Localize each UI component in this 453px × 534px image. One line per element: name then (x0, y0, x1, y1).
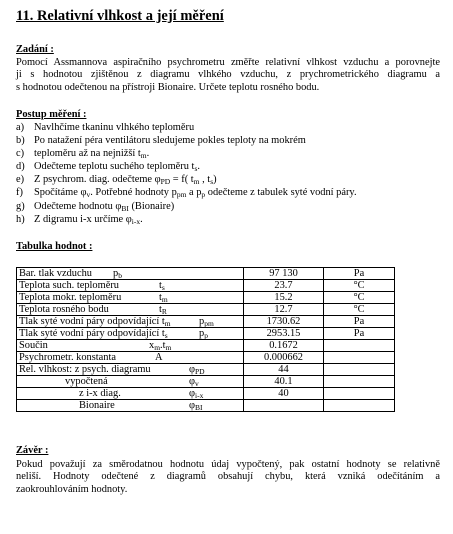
zadani-line: ji s hodnotou zjištěnou z diagramu vlhkého vzduchu, z prychrometrického diagramu a (16, 69, 440, 81)
step-text: Z digramu i-x určíme $\varphi_{i-x}$. (34, 213, 143, 226)
zaver-line: zaokrouhlováním hodnoty. (16, 483, 128, 495)
subscript: p (201, 190, 206, 200)
table-row (17, 316, 395, 328)
quantity-symbol: $t_m$ (159, 292, 168, 304)
step-text: Po natažení péra ventilátoru sledujeme pokles teploty na mokrém (34, 135, 306, 147)
unit-cell: °C (324, 304, 395, 316)
subscript: BI (121, 203, 129, 213)
subscript: pm (204, 319, 214, 328)
quantity-label: Teplota mokr. teploměru (19, 292, 122, 303)
unit-cell (324, 388, 395, 400)
zadani-text (16, 57, 440, 94)
quantity-cell (17, 400, 244, 412)
step-item (16, 122, 357, 135)
quantity-symbol: $\varphi_v$ (189, 376, 199, 388)
quantity-symbol: $\varphi_{PD}$ (189, 364, 205, 376)
quantity-label: Teplota such. teploměru (19, 280, 119, 291)
subscript: m (193, 177, 200, 187)
table-row (17, 340, 395, 352)
unit-cell: Pa (324, 328, 395, 340)
quantity-label: Tlak syté vodní páry odpovídající $t_s$ (19, 328, 168, 340)
quantity-symbol: $t_s$ (159, 280, 165, 292)
table-row (17, 304, 395, 316)
value-cell: 0.000662 (244, 352, 324, 364)
step-letter: d) (16, 161, 25, 173)
value-cell (244, 400, 324, 412)
quantity-symbol: $\varphi_{BI}$ (189, 400, 203, 412)
quantity-symbol: $t_R$ (159, 304, 167, 316)
quantity-label: Bar. tlak vzduchu (19, 268, 93, 279)
step-item (16, 214, 357, 227)
quantity-symbol: $\varphi_{i-x}$ (189, 388, 204, 400)
step-letter: c) (16, 148, 25, 160)
subscript: v (86, 190, 91, 200)
unit-cell (324, 352, 395, 364)
quantity-label: Součin (19, 340, 48, 351)
unit-cell (324, 340, 395, 352)
subscript: s (164, 331, 168, 340)
quantity-cell (17, 328, 244, 340)
subscript: R (161, 307, 167, 316)
quantity-label: z i-x diag. (79, 388, 121, 399)
subscript: m (165, 343, 172, 352)
step-item (16, 187, 357, 200)
step-letter: h) (16, 213, 25, 225)
step-item (16, 201, 357, 214)
table-row (17, 364, 395, 376)
quantity-cell (17, 388, 244, 400)
value-cell: 44 (244, 364, 324, 376)
table-row (17, 376, 395, 388)
unit-cell: Pa (324, 268, 395, 280)
value-cell: 40.1 (244, 376, 324, 388)
value-cell: 97 130 (244, 268, 324, 280)
quantity-cell (17, 304, 244, 316)
subscript: m (164, 319, 171, 328)
table-row (17, 280, 395, 292)
quantity-symbol: $p_b$ (113, 268, 122, 280)
zaver-line: Pokud považují za směrodatnou hodnotu údaj vypočtený, pak ostatní hodnoty se relativně (16, 459, 440, 470)
subscript: s (161, 283, 165, 292)
value-cell: 12.7 (244, 304, 324, 316)
table-row (17, 400, 395, 412)
quantity-cell (17, 376, 244, 388)
unit-cell: Pa (324, 316, 395, 328)
value-cell: 2953.15 (244, 328, 324, 340)
quantity-symbol: $p_{pm}$ (199, 316, 214, 328)
subscript: m (161, 295, 168, 304)
quantity-symbol: A (155, 352, 163, 363)
subscript: PD (195, 367, 205, 376)
step-letter: b) (16, 135, 25, 147)
step-text: Z psychrom. diag. odečteme $\varphi_{PD} = f$( $t_m$ , $t_s$) (34, 174, 217, 187)
step-text: Odečteme hodnotu $\varphi_{BI}$ (Bionaire) (34, 200, 175, 213)
quantity-cell (17, 280, 244, 292)
step-text: teploměru až na nejnižší $t_m$. (34, 148, 150, 161)
zadani-heading: Zadání : (16, 44, 54, 55)
table-row (17, 328, 395, 340)
quantity-label: Teplota rosného bodu (19, 304, 109, 315)
value-cell: 0.1672 (244, 340, 324, 352)
subscript: p (204, 331, 208, 340)
step-letter: a) (16, 122, 25, 133)
step-letter: g) (16, 200, 25, 212)
step-text: Spočítáme $\varphi_v$. Potřebné hodnoty $p_{pm}$ a $p_p$ odečteme z tabulek syté vodní páry. (34, 187, 357, 200)
zaver-heading: Závěr : (16, 445, 49, 456)
subscript: BI (195, 403, 203, 412)
quantity-label: vypočtená (65, 376, 108, 387)
unit-cell: °C (324, 280, 395, 292)
value-cell: 1730.62 (244, 316, 324, 328)
subscript: s (210, 177, 214, 187)
quantity-cell (17, 352, 244, 364)
unit-cell (324, 376, 395, 388)
value-cell: 40 (244, 388, 324, 400)
step-letter: e) (16, 174, 25, 186)
step-text: Odečteme teplotu suchého teploměru $t_s$. (34, 161, 200, 174)
table-row (17, 388, 395, 400)
table-heading: Tabulka hodnot : (16, 241, 93, 252)
subscript: b (118, 271, 122, 280)
quantity-cell (17, 340, 244, 352)
step-text: Navlhčíme tkaninu vlhkého teploměru (34, 122, 195, 133)
zadani-line: Pomocí Assmannova aspiračního psychrometru změřte relativní vlhkost vzduchu a porovnejte (16, 57, 440, 68)
subscript: pm (176, 190, 187, 200)
zadani-line: s hodnotou odečtenou na přístroji Bionaire. Určete teplotu rosného bodu. (16, 81, 320, 93)
quantity-symbol: $p_p$ (199, 328, 208, 340)
subscript: v (195, 379, 199, 388)
value-cell: 15.2 (244, 292, 324, 304)
values-table (16, 267, 395, 412)
unit-cell (324, 364, 395, 376)
unit-cell (324, 400, 395, 412)
quantity-label: Bionaire (79, 400, 115, 411)
postup-heading: Postup měření : (16, 109, 87, 120)
subscript: i-x (131, 216, 141, 226)
subscript: i-x (195, 391, 204, 400)
zaver-line: neliší. Hodnoty odečtené z diagramů obsahují chybu, která vzniká odečítáním a (16, 471, 440, 483)
step-item (16, 174, 357, 187)
zaver-text (16, 459, 440, 496)
subscript: m (154, 343, 161, 352)
quantity-symbol: $x_m.t_m$ (149, 340, 172, 352)
table-row (17, 292, 395, 304)
page-title: 11. Relativní vlhkost a její měření (16, 8, 224, 24)
step-item (16, 148, 357, 161)
unit-cell: °C (324, 292, 395, 304)
step-letter: f) (16, 187, 23, 199)
quantity-label: Psychrometr. konstanta (19, 352, 116, 363)
value-cell: 23.7 (244, 280, 324, 292)
quantity-cell (17, 364, 244, 376)
table-row (17, 352, 395, 364)
step-item (16, 161, 357, 174)
quantity-label: Rel. vlhkost: z psych. diagramu (19, 364, 151, 375)
table-row (17, 268, 395, 280)
step-item (16, 135, 357, 148)
quantity-cell (17, 316, 244, 328)
postup-steps (16, 122, 357, 227)
subscript: s (194, 164, 198, 174)
subscript: m (140, 151, 147, 161)
quantity-label: Tlak syté vodní páry odpovídající $t_m$ (19, 316, 171, 328)
quantity-cell (17, 268, 244, 280)
quantity-cell (17, 292, 244, 304)
subscript: PD (160, 177, 171, 187)
